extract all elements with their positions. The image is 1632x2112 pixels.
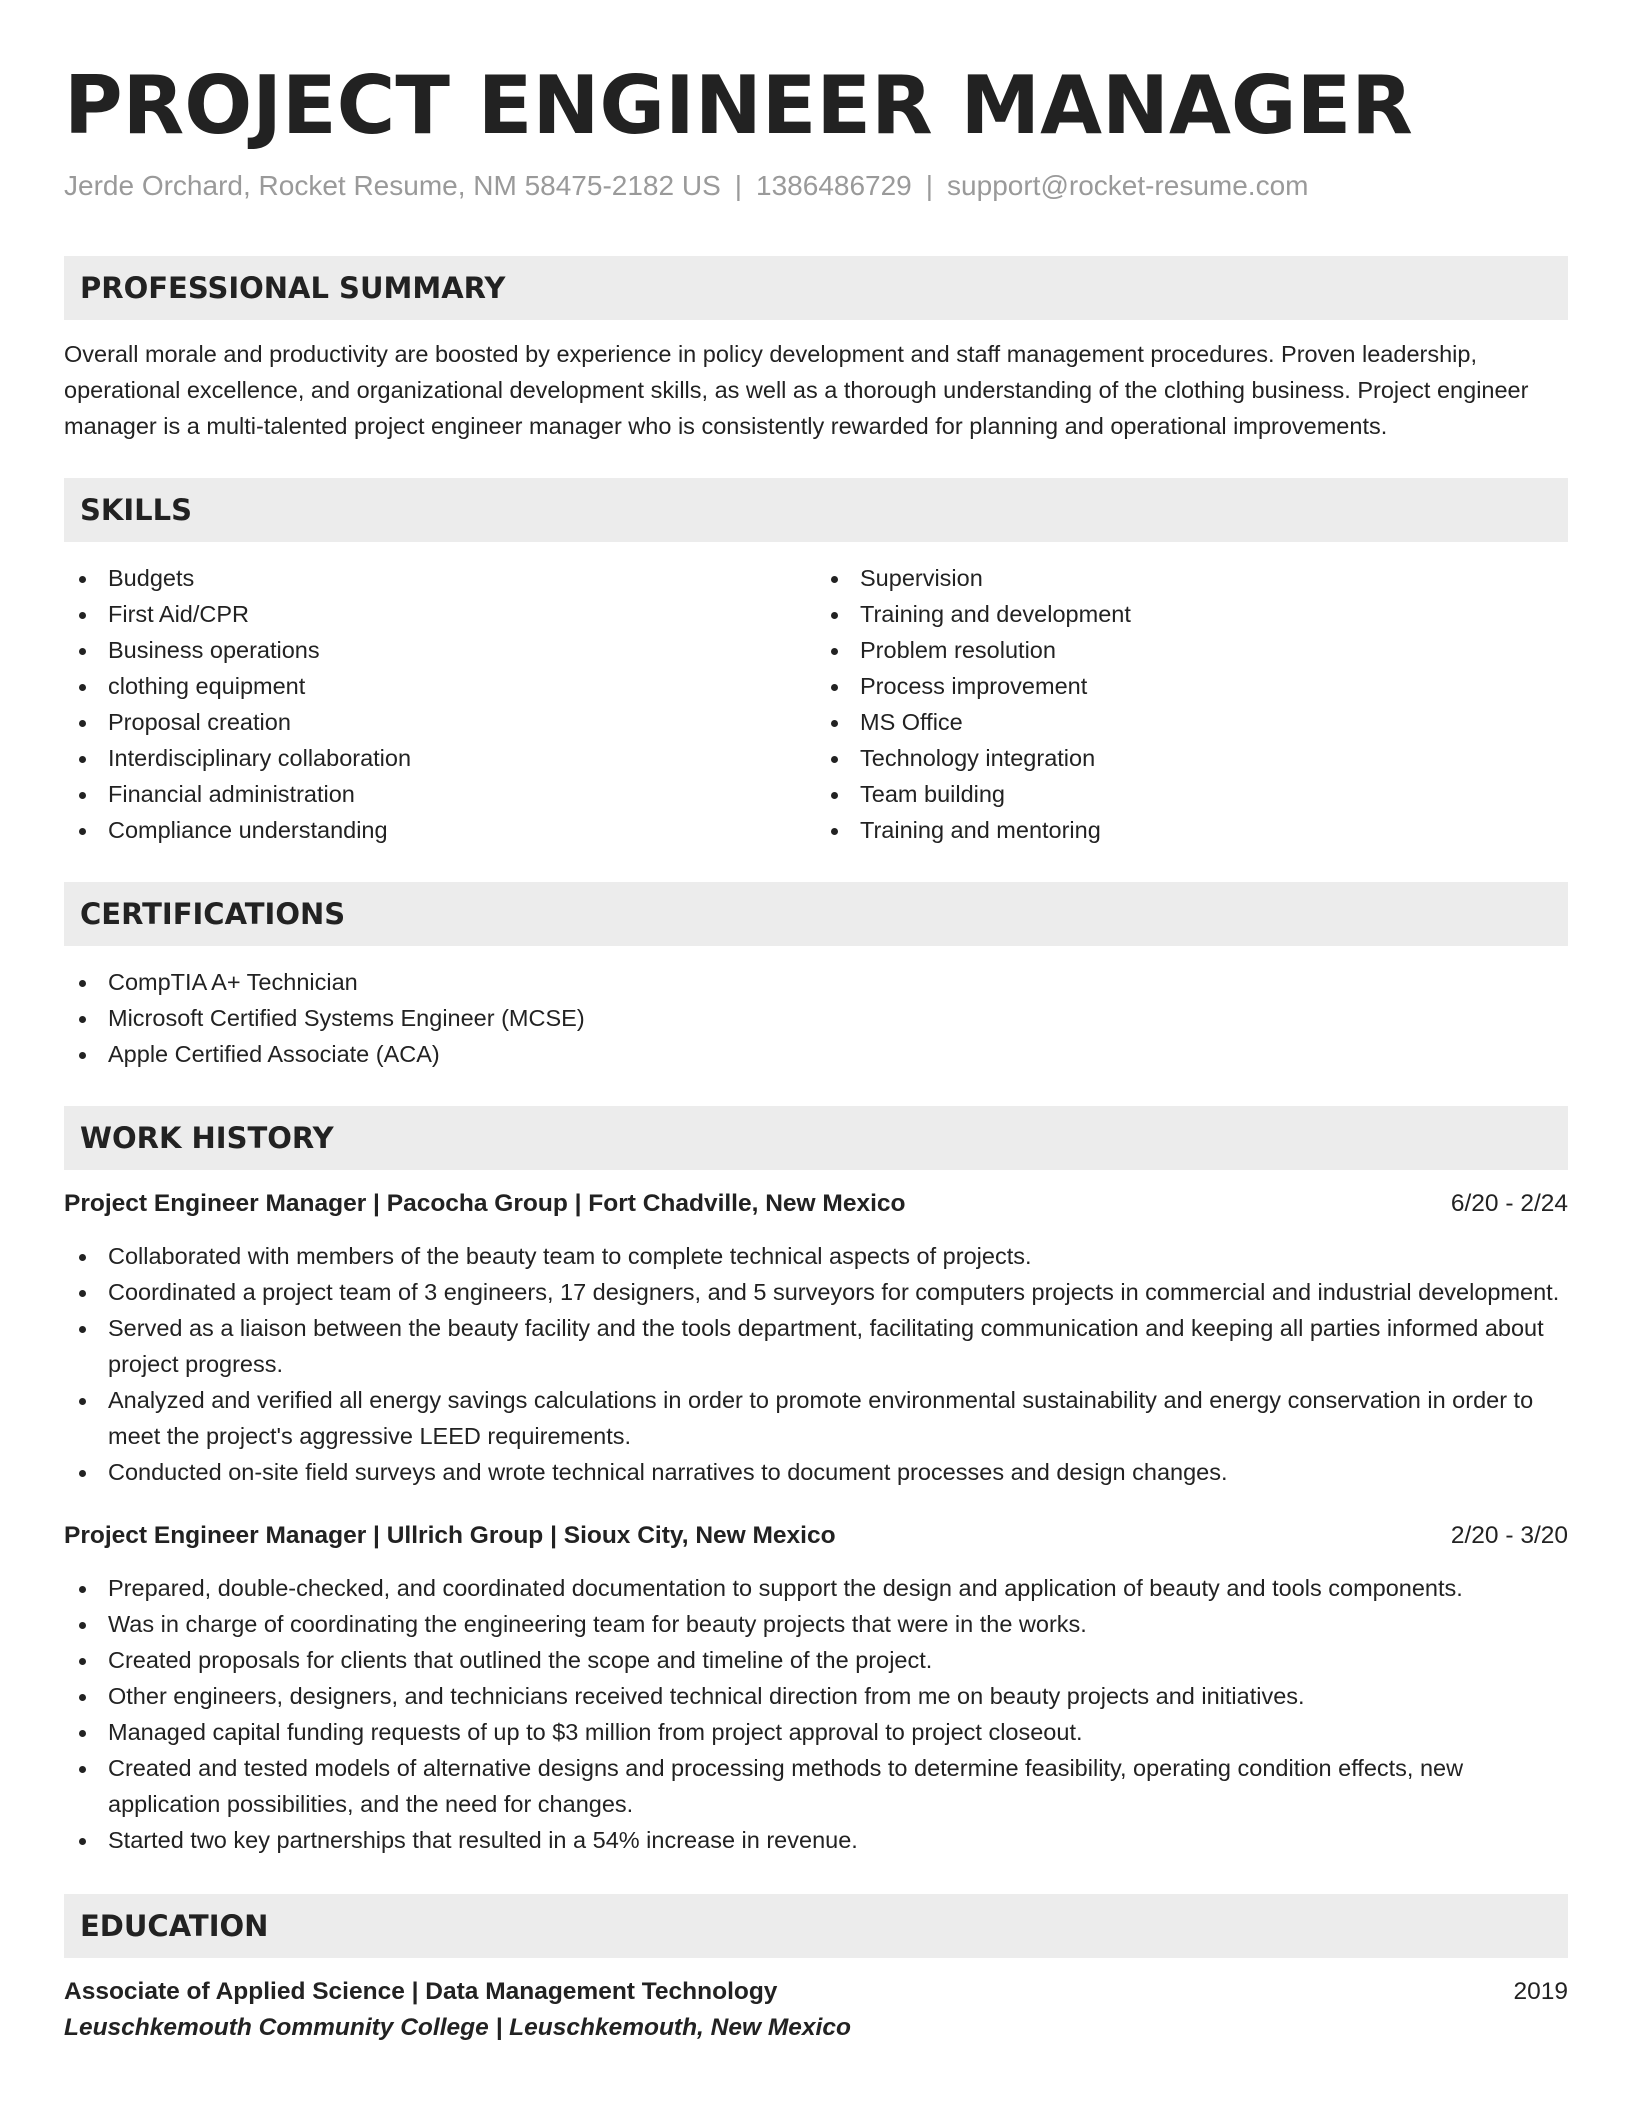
skill-item: Training and mentoring [816, 812, 1568, 848]
job-bullet: Prepared, double-checked, and coordinated documentation to support the design and application of beauty and tools components. [64, 1570, 1568, 1606]
certifications-list [64, 964, 1568, 1072]
candidate-name: PROJECT ENGINEER MANAGER [64, 59, 1413, 152]
skill-item: Compliance understanding [64, 812, 816, 848]
job-bullet-list [64, 1570, 1568, 1858]
skills-column-left [64, 560, 816, 848]
skill-item: Technology integration [816, 740, 1568, 776]
education-degree: Associate of Applied Science | Data Management Technology [64, 1978, 778, 2005]
skill-item: Business operations [64, 632, 816, 668]
section-heading-summary: PROFESSIONAL SUMMARY [64, 256, 1568, 320]
skill-item: Proposal creation [64, 704, 816, 740]
skill-item: Financial administration [64, 776, 816, 812]
job-header [64, 1518, 1568, 1554]
job-header [64, 1186, 1568, 1222]
certification-item: Microsoft Certified Systems Engineer (MCSE) [64, 1000, 1568, 1036]
section-heading-education: EDUCATION [64, 1894, 1568, 1958]
job-bullet: Was in charge of coordinating the engineering team for beauty projects that were in the works. [64, 1606, 1568, 1642]
contact-separator: | [734, 170, 743, 201]
contact-separator: | [925, 170, 934, 201]
skill-item: Team building [816, 776, 1568, 812]
summary-text: Overall morale and productivity are boosted by experience in policy development and staff management procedures. Proven leadership, operational excellence, and organizational development skills, as well as a thorough understanding of the clothing business. Project engineer manager is a multi-talented project engineer manager who is consistently rewarded for planning and operational improvements. [64, 341, 1529, 439]
job-title: Project Engineer Manager | Pacocha Group | Fort Chadville, New Mexico [64, 1190, 906, 1217]
job-bullet: Collaborated with members of the beauty team to complete technical aspects of projects. [64, 1238, 1568, 1274]
job-dates: 6/20 - 2/24 [1450, 1190, 1568, 1217]
job-bullet: Started two key partnerships that resulted in a 54% increase in revenue. [64, 1822, 1568, 1858]
section-heading-skills: SKILLS [64, 478, 1568, 542]
job-bullet: Created and tested models of alternative designs and processing methods to determine feasibility, operating condition effects, new application possibilities, and the need for changes. [64, 1750, 1568, 1822]
job-bullet: Conducted on-site field surveys and wrote technical narratives to document processes and design changes. [64, 1454, 1568, 1490]
job-bullet-list [64, 1238, 1568, 1490]
section-heading-certifications: CERTIFICATIONS [64, 882, 1568, 946]
job-bullet: Created proposals for clients that outlined the scope and timeline of the project. [64, 1642, 1568, 1678]
contact-address: Jerde Orchard, Rocket Resume, NM 58475-2182 US [64, 170, 721, 201]
job-bullet: Analyzed and verified all energy savings calculations in order to promote environmental sustainability and energy conservation in order to meet the project's aggressive LEED requirements. [64, 1382, 1568, 1454]
skill-item: Training and development [816, 596, 1568, 632]
job-bullet: Coordinated a project team of 3 engineers, 17 designers, and 5 surveyors for computers projects in commercial and industrial development. [64, 1274, 1568, 1310]
certification-item: Apple Certified Associate (ACA) [64, 1036, 1568, 1072]
job-bullet: Other engineers, designers, and technicians received technical direction from me on beauty projects and initiatives. [64, 1678, 1568, 1714]
education-year: 2019 [1513, 1978, 1568, 2005]
skill-item: clothing equipment [64, 668, 816, 704]
skills-list-left [64, 560, 816, 848]
job-title: Project Engineer Manager | Ullrich Group | Sioux City, New Mexico [64, 1522, 836, 1549]
education-header [64, 1974, 1568, 2010]
job-bullet: Managed capital funding requests of up to $3 million from project approval to project closeout. [64, 1714, 1568, 1750]
contact-email: support@rocket-resume.com [947, 170, 1309, 201]
skill-item: Process improvement [816, 668, 1568, 704]
skills-list-right [816, 560, 1568, 848]
skill-item: Budgets [64, 560, 816, 596]
skill-item: First Aid/CPR [64, 596, 816, 632]
job-dates: 2/20 - 3/20 [1450, 1522, 1568, 1549]
education-school: Leuschkemouth Community College | Leuschkemouth, New Mexico [64, 2014, 851, 2041]
job-bullet: Served as a liaison between the beauty facility and the tools department, facilitating communication and keeping all parties informed about project progress. [64, 1310, 1568, 1382]
skill-item: Interdisciplinary collaboration [64, 740, 816, 776]
skill-item: MS Office [816, 704, 1568, 740]
skills-grid [64, 560, 1568, 848]
skill-item: Problem resolution [816, 632, 1568, 668]
contact-phone: 1386486729 [756, 170, 912, 201]
certification-item: CompTIA A+ Technician [64, 964, 1568, 1000]
skill-item: Supervision [816, 560, 1568, 596]
contact-line [64, 168, 1568, 204]
section-heading-work-history: WORK HISTORY [64, 1106, 1568, 1170]
skills-column-right [816, 560, 1568, 848]
